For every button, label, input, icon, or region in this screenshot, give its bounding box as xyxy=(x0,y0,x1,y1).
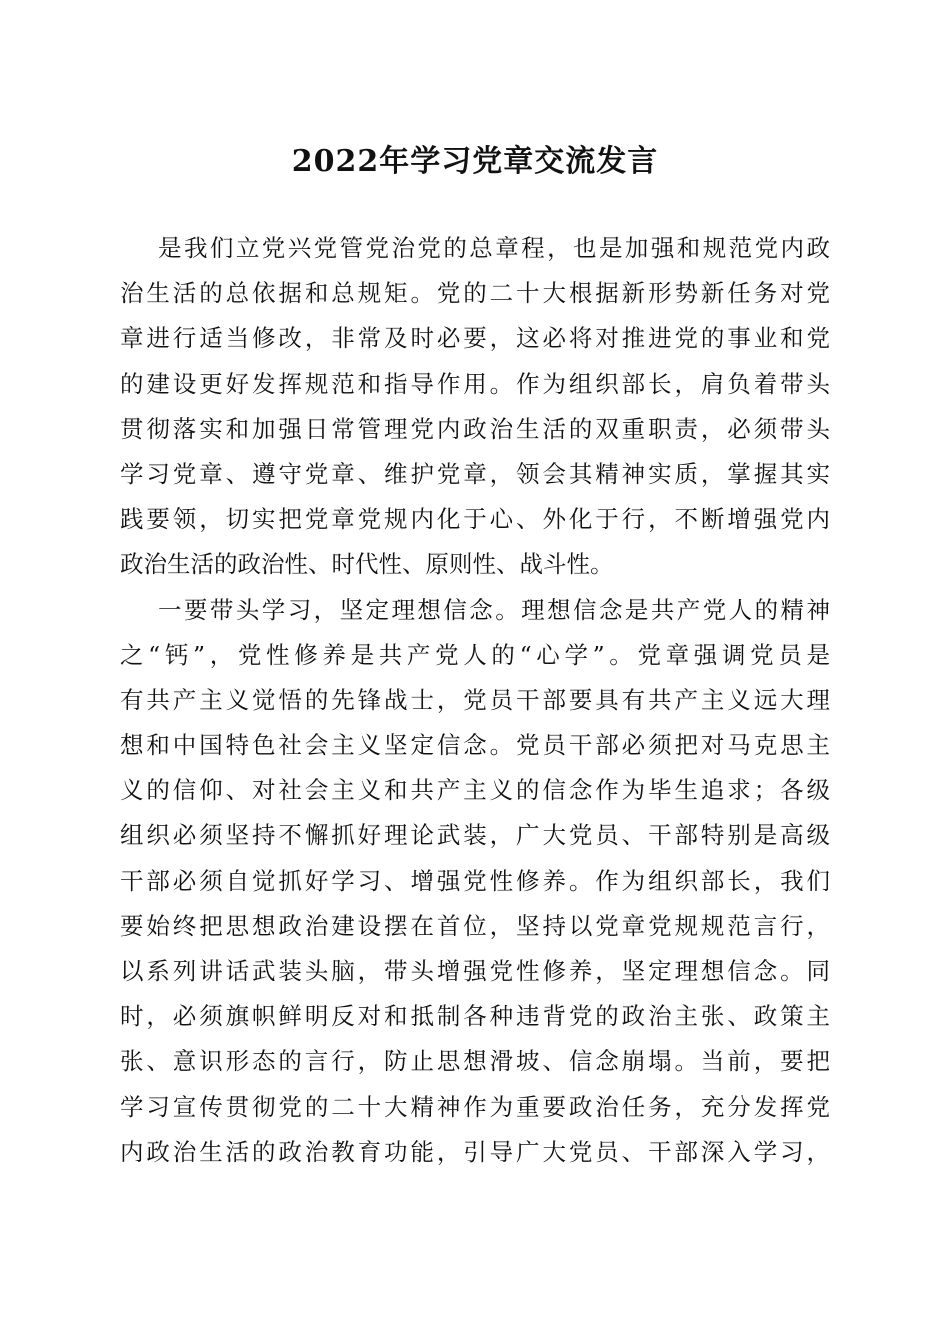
paragraph-intro xyxy=(120,226,830,588)
text-line: 一要带头学习，坚定理想信念。理想信念是共产党人的精神 xyxy=(158,595,830,624)
text-line: 内政治生活的政治教育功能，引导广大党员、干部深入学习， xyxy=(120,1137,830,1166)
document-body xyxy=(120,226,830,1175)
text-line: 以系列讲话武装头脑，带头增强党性修养，坚定理想信念。同 xyxy=(120,957,830,985)
text-line: 章进行适当修改，非常及时必要，这必将对推进党的事业和党 xyxy=(120,324,830,353)
text-line: 的建设更好发挥规范和指导作用。作为组织部长，肩负着带头 xyxy=(120,369,830,398)
text-line: 是我们立党兴党管党治党的总章程，也是加强和规范党内政 xyxy=(158,234,830,262)
text-line: 政治生活的政治性、时代性、原则性、战斗性。 xyxy=(120,550,614,579)
text-line: 之“钙”，党性修养是共产党人的“心学”。党章强调党员是 xyxy=(120,640,830,669)
text-line: 想和中国特色社会主义坚定信念。党员干部必须把对马克思主 xyxy=(120,731,830,760)
text-line: 践要领，切实把党章党规内化于心、外化于行，不断增强党内 xyxy=(120,505,830,534)
text-line: 干部必须自觉抓好学习、增强党性修养。作为组织部长，我们 xyxy=(120,866,830,895)
text-line: 义的信仰、对社会主义和共产主义的信念作为毕生追求；各级 xyxy=(120,776,830,805)
paragraph-point-one xyxy=(120,588,830,1175)
text-line: 贯彻落实和加强日常管理党内政治生活的双重职责，必须带头 xyxy=(120,414,830,443)
text-line: 组织必须坚持不懈抓好理论武装，广大党员、干部特别是高级 xyxy=(120,821,830,850)
text-line: 有共产主义觉悟的先锋战士，党员干部要具有共产主义远大理 xyxy=(120,685,830,714)
text-line: 时，必须旗帜鲜明反对和抵制各种违背党的政治主张、政策主 xyxy=(120,1002,830,1031)
text-line: 学习宣传贯彻党的二十大精神作为重要政治任务，充分发挥党 xyxy=(120,1092,830,1121)
text-line: 学习党章、遵守党章、维护党章，领会其精神实质，掌握其实 xyxy=(120,459,830,488)
document-title: 2022年学习党章交流发言 xyxy=(291,144,659,179)
text-line: 张、意识形态的言行，防止思想滑坡、信念崩塌。当前，要把 xyxy=(120,1047,830,1076)
text-line: 要始终把思想政治建设摆在首位，坚持以党章党规规范言行， xyxy=(120,911,830,940)
text-line: 治生活的总依据和总规矩。党的二十大根据新形势新任务对党 xyxy=(120,279,830,308)
